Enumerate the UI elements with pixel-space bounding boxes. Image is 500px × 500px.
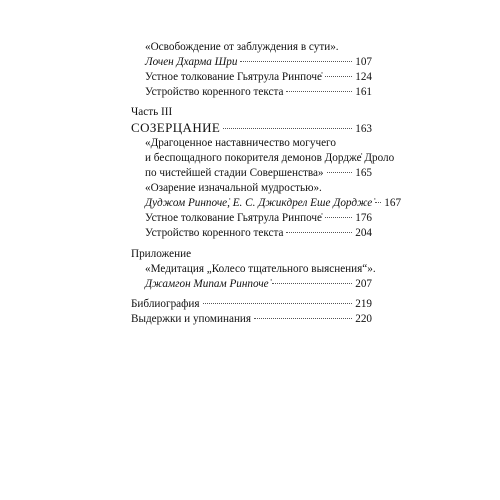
leader-dots: [203, 303, 353, 304]
leader-dots: [223, 128, 352, 129]
toc-entry-text: по чистейшей стадии Совершенства»: [145, 167, 324, 179]
toc-entry-text: и беспощадного покорителя демонов Дордже̇ Дроло: [145, 152, 395, 164]
toc-entry-text: Устное толкование Гьятрула Ринпоче̇: [145, 212, 322, 224]
toc-page-number: 220: [355, 313, 372, 325]
toc-entry-text: «Медитация „Колесо тщательного выяснения“».: [145, 263, 376, 275]
leader-dots: [240, 61, 352, 62]
toc-entry: [145, 196, 402, 211]
appendix-label: [131, 247, 372, 262]
toc-entry-text: Устройство коренного текста: [145, 86, 284, 98]
leader-dots: [375, 202, 381, 203]
leader-dots: [325, 76, 352, 77]
toc-entry-title: [145, 136, 372, 151]
leader-dots: [254, 318, 352, 319]
toc-page-number: 176: [355, 212, 372, 224]
part-label: [131, 105, 372, 120]
toc-entry: [145, 166, 372, 181]
leader-dots: [272, 283, 353, 284]
toc-page-number: 204: [355, 227, 372, 239]
part-title: СОЗЕРЦАНИЕ: [131, 120, 221, 135]
toc-entry-text: Библиография: [131, 298, 200, 310]
toc-entry: [145, 55, 372, 70]
part-label-text: Часть III: [131, 106, 173, 118]
toc-page-number: 161: [355, 86, 372, 98]
part-title-entry: [131, 120, 372, 135]
toc-entry-author: Лочен Дхарма Шри: [145, 56, 238, 68]
toc-entry-title: [145, 262, 376, 277]
toc-entry-title: [145, 151, 395, 166]
leader-dots: [286, 232, 352, 233]
appendix-label-text: Приложение: [131, 248, 192, 260]
toc-entry-text: Устное толкование Гьятрула Ринпоче̇: [145, 71, 322, 83]
toc-entry-text: Выдержки и упоминания: [131, 313, 252, 325]
toc-page-number: 167: [384, 197, 402, 209]
toc-entry: [145, 70, 372, 85]
toc-page-number: 124: [355, 71, 372, 83]
leader-dots: [286, 91, 352, 92]
toc-entry-author: Джамгон Мипам Ринпоче̇: [145, 278, 269, 290]
toc-entry: [131, 297, 372, 312]
toc-page-number: 107: [355, 56, 372, 68]
toc-entry: [145, 277, 372, 292]
toc-entry-text: Устройство коренного текста: [145, 227, 284, 239]
toc-entry: [145, 226, 372, 241]
toc-entry: [131, 312, 372, 327]
toc-entry-text: «Озарение изначальной мудростью».: [145, 182, 322, 194]
toc-page-number: 207: [355, 278, 372, 290]
toc-entry-title: [145, 181, 372, 196]
toc-entry: [145, 85, 372, 100]
leader-dots: [327, 172, 353, 173]
leader-dots: [325, 217, 352, 218]
toc-entry-text: «Освобождение от заблуждения в сути».: [145, 41, 339, 53]
toc-entry-title: [145, 40, 365, 55]
toc-entry: [145, 211, 372, 226]
toc-page-number: 219: [355, 298, 372, 310]
toc-entry-author: Дуджом Ринпоче̇, Е. С. Джикдрел Еше Дордже̇: [145, 197, 373, 209]
toc-page-number: 163: [355, 123, 372, 135]
toc-page-number: 165: [355, 167, 372, 179]
toc-entry-text: «Драгоценное наставничество могучего: [145, 137, 336, 149]
